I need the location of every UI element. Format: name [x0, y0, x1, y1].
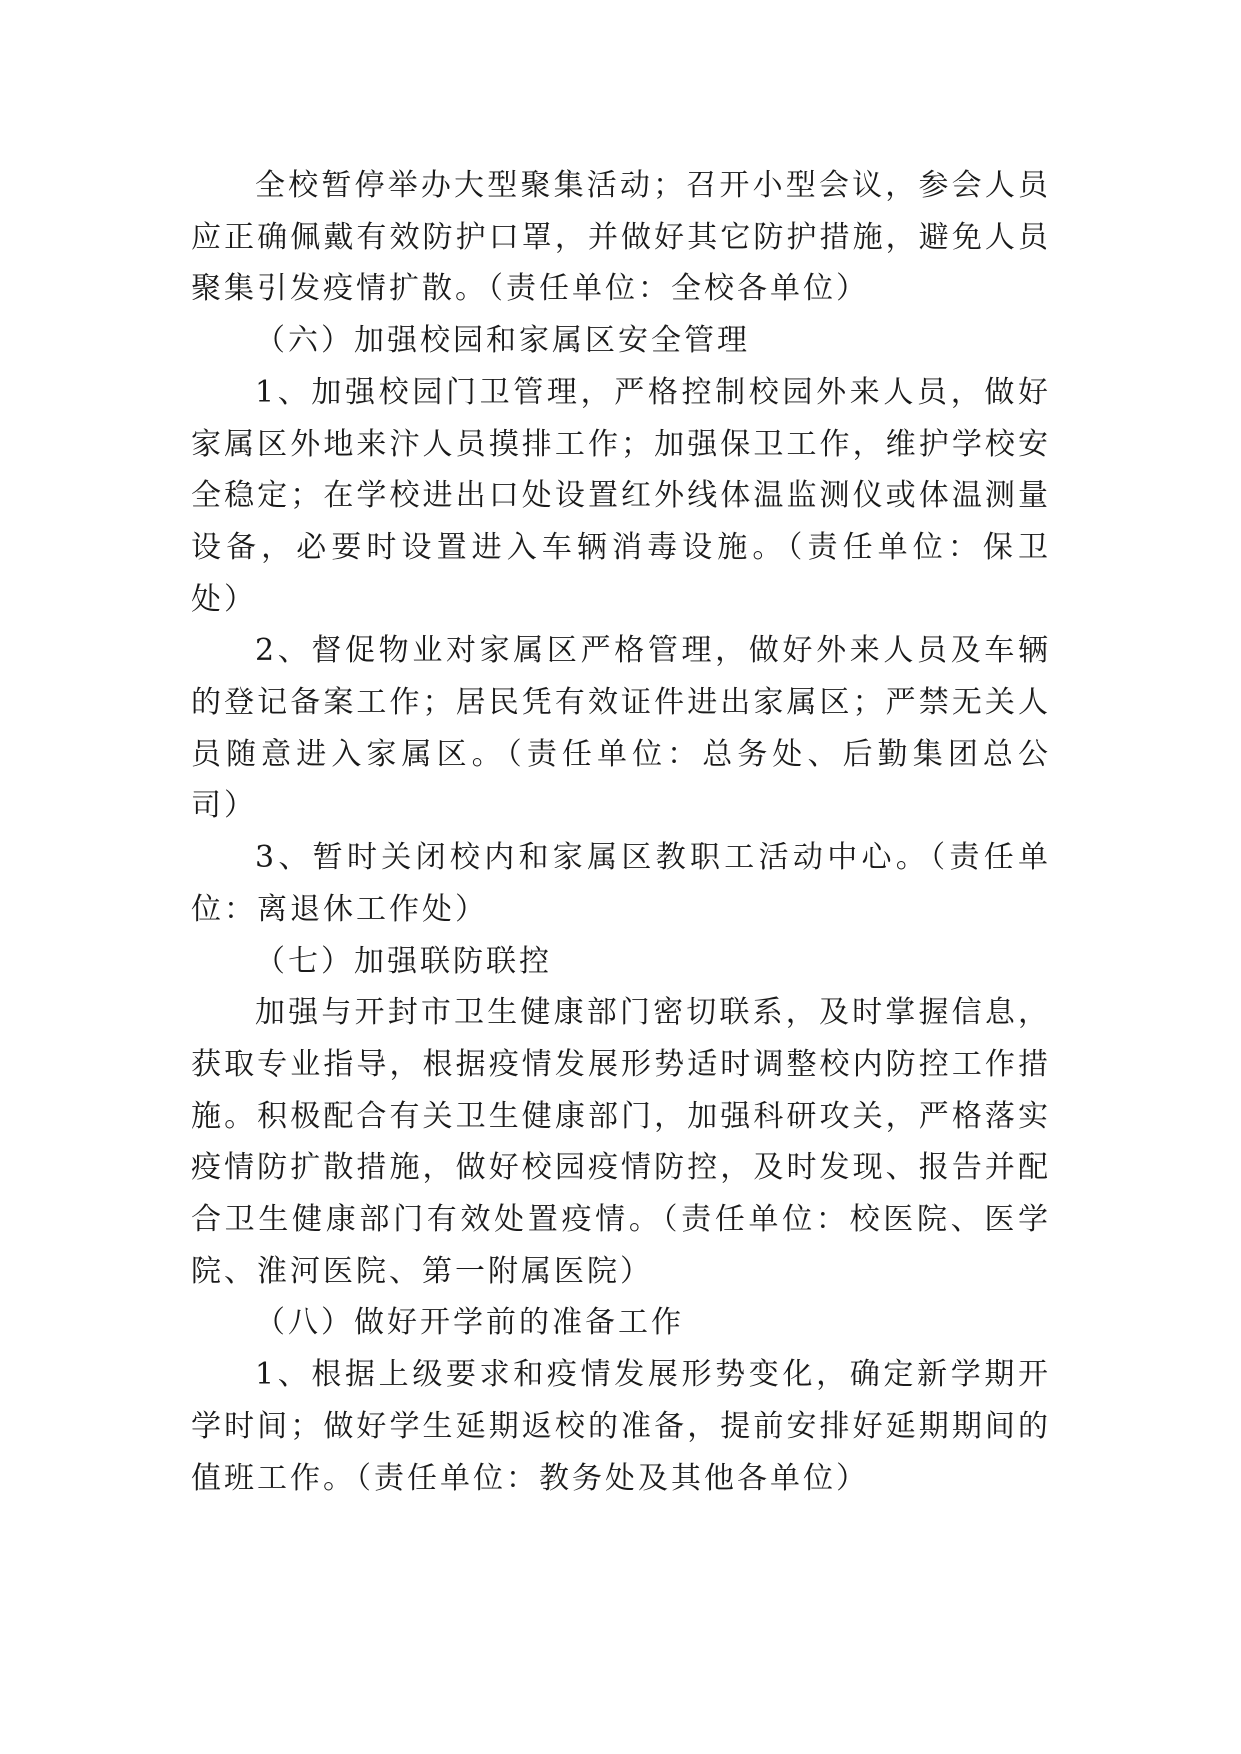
- document-body: [191, 160, 1051, 1504]
- paragraph-semester-preparation: 1、根据上级要求和疫情发展形势变化，确定新学期开学时间；做好学生延期返校的准备，提前安排好延期期间的值班工作。（责任单位：教务处及其他各单位）: [191, 1357, 1051, 1496]
- paragraph-activity-center-closure: 3、暂时关闭校内和家属区教职工活动中心。（责任单位：离退休工作处）: [191, 840, 1051, 927]
- paragraph-large-gathering-ban: 全校暂停举办大型聚集活动；召开小型会议，参会人员应正确佩戴有效防护口罩，并做好其它防护措施，避免人员聚集引发疫情扩散。（责任单位：全校各单位）: [191, 168, 1051, 307]
- section-heading-six: （六）加强校园和家属区安全管理: [255, 323, 750, 359]
- paragraph-gate-management: 1、加强校园门卫管理，严格控制校园外来人员，做好家属区外地来汴人员摸排工作；加强保卫工作，维护学校安全稳定；在学校进出口处设置红外线体温监测仪或体温测量设备，必要时设置进入车辆消毒设施。（责任单位：保卫处）: [191, 374, 1051, 617]
- section-heading-seven: （七）加强联防联控: [255, 943, 552, 979]
- section-heading-eight: （八）做好开学前的准备工作: [255, 1305, 684, 1341]
- paragraph-joint-prevention: 加强与开封市卫生健康部门密切联系，及时掌握信息，获取专业指导，根据疫情发展形势适时调整校内防控工作措施。积极配合有关卫生健康部门，加强科研攻关，严格落实疫情防扩散措施，做好校园疫情防控，及时发现、报告并配合卫生健康部门有效处置疫情。（责任单位：校医院、医学院、淮河医院、第一附属医院）: [191, 995, 1051, 1289]
- paragraph-property-management: 2、督促物业对家属区严格管理，做好外来人员及车辆的登记备案工作；居民凭有效证件进出家属区；严禁无关人员随意进入家属区。（责任单位：总务处、后勤集团总公司）: [191, 633, 1051, 824]
